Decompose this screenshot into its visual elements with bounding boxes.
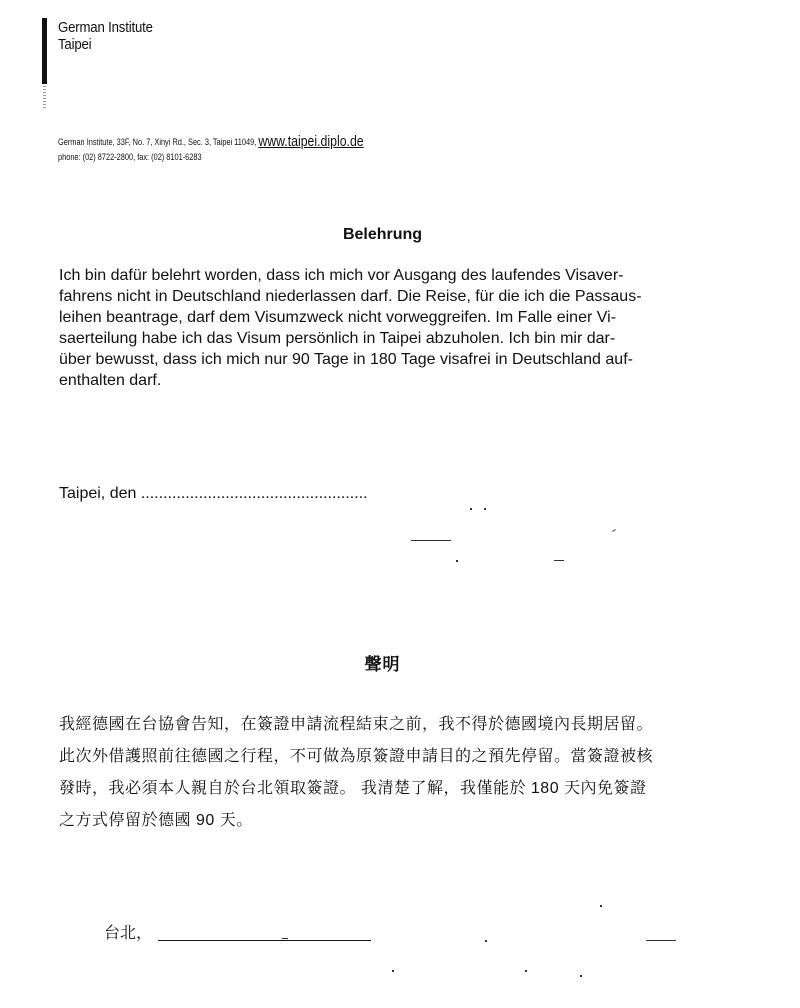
german-body-line: saerteilung habe ich das Visum persönlich in Taipei abzuholen. Ich bin mir dar- (59, 330, 616, 347)
scan-artifact (392, 970, 394, 972)
phone-fax-line: phone: (02) 8722-2800, fax: (02) 8101-6283 (58, 152, 202, 162)
scan-artifact (525, 970, 527, 972)
german-body-line: Ich bin dafür belehrt worden, dass ich mich vor Ausgang des laufendes Visaver- (59, 267, 624, 284)
chinese-place-label: 台北， (104, 925, 153, 942)
german-body-line: fahrens nicht in Deutschland niederlassen darf. Die Reise, für die ich die Passaus- (59, 288, 642, 305)
german-place-date-field: Taipei, den ................................................... (59, 485, 368, 502)
logo-bar (42, 18, 47, 84)
scan-artifact (580, 975, 582, 977)
scan-artifact (456, 560, 458, 562)
scan-artifact (484, 508, 486, 510)
scan-artifact (600, 905, 602, 907)
german-body-line: über bewusst, dass ich mich nur 90 Tage in 180 Tage visafrei in Deutschland auf- (59, 351, 633, 368)
logo-speckle (43, 86, 46, 108)
german-body-line: leihen beantrage, darf dem Visumzweck nicht vorweggreifen. Im Falle einer Vi- (59, 309, 617, 326)
chinese-date-underline (158, 940, 371, 941)
chinese-body-line: 之方式停留於德國 90 天。 (59, 812, 253, 829)
chinese-body-line: 我經德國在台協會告知，在簽證申請流程結束之前，我不得於德國境內長期居留。 (59, 716, 654, 733)
scan-artifact (612, 529, 616, 532)
address-line (58, 133, 364, 150)
chinese-body-line: 發時，我必須本人親自於台北領取簽證。 我清楚了解，我僅能於 180 天內免簽證 (59, 780, 647, 797)
scan-artifact (485, 940, 487, 942)
org-name-line-1: German Institute (58, 19, 153, 36)
website-link[interactable]: www.taipei.diplo.de (258, 133, 364, 150)
address-text: German Institute, 33F, No. 7, Xinyi Rd., Sec. 3, Taipei 11049, (58, 137, 257, 147)
german-body-line: enthalten darf. (59, 372, 162, 389)
chinese-body-line: 此次外借護照前往德國之行程，不可做為原簽證申請目的之預先停留。當簽證被核 (59, 748, 654, 765)
chinese-title: 聲明 (364, 655, 401, 674)
organization-name (58, 19, 153, 53)
scan-artifact (554, 560, 564, 561)
scan-artifact (646, 940, 676, 941)
scan-artifact (282, 938, 288, 939)
org-name-line-2: Taipei (58, 36, 92, 53)
chinese-body (59, 709, 739, 837)
scan-artifact (411, 540, 451, 541)
german-title: Belehrung (342, 226, 423, 243)
scan-artifact (470, 508, 472, 510)
german-body (59, 265, 719, 391)
